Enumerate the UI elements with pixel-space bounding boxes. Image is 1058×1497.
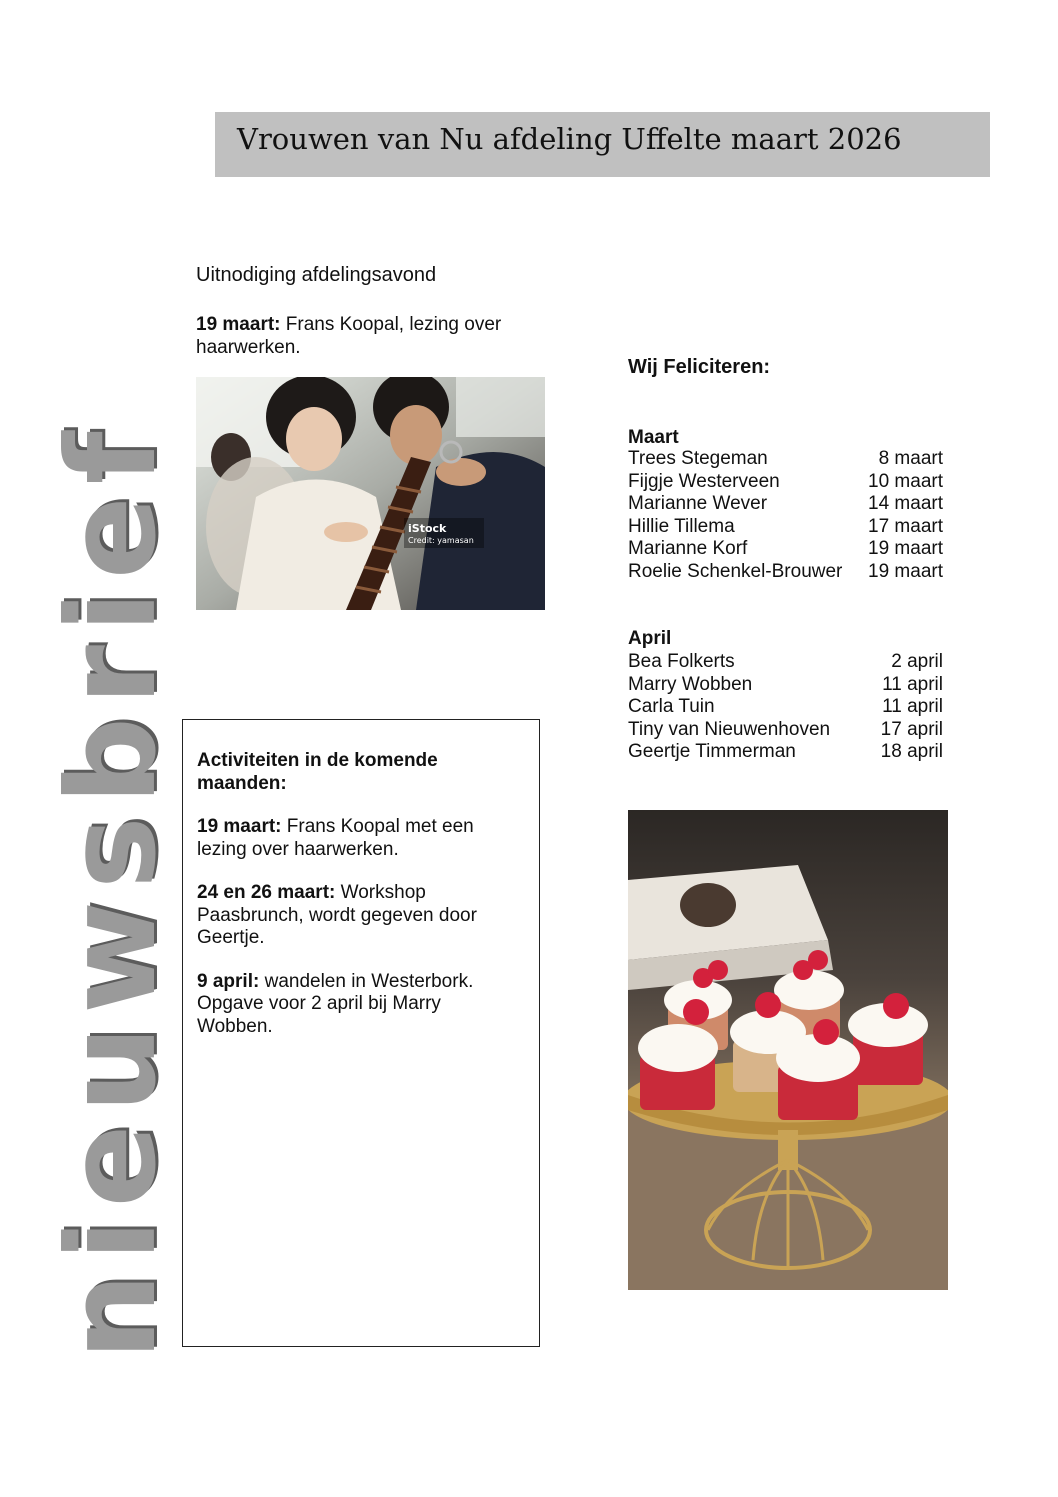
activities-heading: Activiteiten in de komende maanden: <box>197 750 438 794</box>
birthday-row <box>628 674 943 697</box>
month-heading-maart: Maart <box>628 427 679 448</box>
cupcakes-photo <box>628 810 948 1290</box>
birthday-row <box>628 741 943 764</box>
activity-text: Frans Koopal met een lezing over haarwerken. <box>197 816 474 860</box>
activity-text: Workshop Paasbrunch, wordt gegeven door Geertje. <box>197 882 477 948</box>
hairwork-photo <box>196 377 545 610</box>
birthday-name: Tiny van Nieuwenhoven <box>628 718 831 740</box>
activity-item <box>197 882 517 950</box>
birthday-date: 8 maart <box>878 448 943 469</box>
birthday-date: 11 april <box>882 673 943 695</box>
birthday-name: Trees Stegeman <box>628 448 768 469</box>
birthday-name: Bea Folkerts <box>628 651 735 672</box>
invite-description: Frans Koopal, lezing over haarwerken. <box>196 314 502 358</box>
birthday-name: Marianne Wever <box>628 493 768 514</box>
hairwork-photo-illustration <box>196 377 545 610</box>
birthday-date: 11 april <box>882 696 943 717</box>
birthday-date: 10 maart <box>868 470 943 492</box>
birthday-name: Carla Tuin <box>628 696 715 717</box>
birthday-row <box>628 696 943 719</box>
month-heading-april: April <box>628 628 672 649</box>
invite-text <box>196 313 536 359</box>
activity-item <box>197 971 517 1039</box>
invite-date: 19 maart: <box>196 314 281 335</box>
birthday-date: 17 maart <box>868 515 943 537</box>
birthday-date: 18 april <box>880 741 943 762</box>
birthday-name: Marianne Korf <box>628 538 748 559</box>
cupcakes-photo-illustration <box>628 810 948 1290</box>
birthday-name: Geertje Timmerman <box>628 741 796 762</box>
header-band <box>215 112 990 177</box>
istock-credit: Credit: yamasan <box>408 536 474 545</box>
birthday-row <box>628 561 943 584</box>
activity-date: 19 maart: <box>197 816 282 837</box>
activities-box <box>182 719 540 1347</box>
birthday-date: 19 maart <box>868 538 943 559</box>
birthday-list-april <box>628 651 943 764</box>
birthday-date: 19 maart <box>868 560 943 582</box>
birthday-date: 2 april <box>891 651 943 672</box>
congrats-heading: Wij Feliciteren: <box>628 356 771 378</box>
birthday-row <box>628 493 943 516</box>
birthday-date: 17 april <box>880 718 943 740</box>
birthday-name: Roelie Schenkel-Brouwer <box>628 560 843 582</box>
birthday-row <box>628 471 943 494</box>
birthday-row <box>628 538 943 561</box>
activity-text: wandelen in Westerbork. Opgave voor 2 april bij Marry Wobben. <box>197 970 474 1037</box>
birthday-name: Hillie Tillema <box>628 515 735 537</box>
page-title: Vrouwen van Nu afdeling Uffelte maart 2026 <box>237 122 902 156</box>
activity-date: 24 en 26 maart: <box>197 882 336 903</box>
birthday-row <box>628 448 943 471</box>
birthday-name: Fijgje Westerveen <box>628 470 780 492</box>
birthday-row <box>628 516 943 539</box>
birthday-date: 14 maart <box>868 493 943 514</box>
istock-watermark: iStock <box>408 522 447 535</box>
activity-item <box>197 816 517 861</box>
activity-date: 9 april: <box>197 970 260 992</box>
vertical-newsletter-title: nieuwsbrief <box>41 419 183 1360</box>
birthday-name: Marry Wobben <box>628 673 753 695</box>
invite-heading: Uitnodiging afdelingsavond <box>196 264 437 286</box>
birthday-row <box>628 719 943 742</box>
birthday-list-maart <box>628 448 943 583</box>
birthday-row <box>628 651 943 674</box>
